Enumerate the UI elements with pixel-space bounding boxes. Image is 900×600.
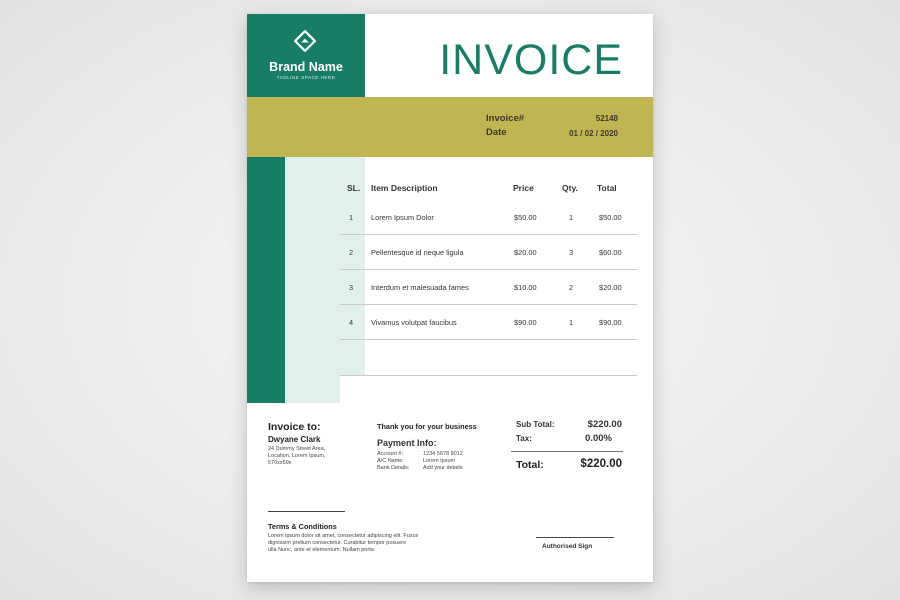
- bill-to-address-line: Location, Lorem Ipsum,: [268, 453, 326, 459]
- row-4-sl: 4: [349, 318, 354, 327]
- payment-value: 1234 5678 9012: [423, 451, 463, 457]
- total-value: $220.00: [580, 458, 622, 470]
- diamond-house-icon: [294, 30, 316, 52]
- row-divider: [340, 304, 637, 305]
- row-4-price: $90.00: [514, 318, 537, 327]
- date-value: 01 / 02 / 2020: [569, 129, 618, 138]
- bill-to-address-line: 570xx59x: [268, 460, 292, 466]
- row-1-total: $50.00: [599, 213, 622, 222]
- row-1-description: Lorem Ipsum Dolor: [371, 213, 434, 222]
- row-divider: [340, 234, 637, 235]
- payment-value: Add your details: [423, 465, 463, 471]
- row-4-qty: 1: [569, 318, 574, 327]
- row-3-sl: 3: [349, 283, 354, 292]
- terms-line: ulla Nunc, ante et elementum. Nullam porta: [268, 547, 374, 553]
- payment-label: Account #:: [377, 451, 403, 457]
- payment-info-heading: Payment Info:: [377, 438, 437, 448]
- table-bottom-line: [340, 375, 637, 376]
- terms-line: dignissim pretium consectetur. Curabitur tempor posuere: [268, 540, 407, 546]
- row-2-total: $60.00: [599, 248, 622, 257]
- row-2-qty: 3: [569, 248, 574, 257]
- page-title: INVOICE: [439, 36, 623, 84]
- row-2-price: $20.00: [514, 248, 537, 257]
- thank-you-note: Thank you for your business: [377, 422, 477, 431]
- totals-divider: [511, 451, 623, 452]
- date-label: Date: [486, 127, 507, 138]
- payment-label: Bank Details:: [377, 465, 410, 471]
- row-3-price: $10.00: [514, 283, 537, 292]
- brand-block: [247, 14, 365, 97]
- invoice-number-label: Invoice#: [486, 113, 525, 124]
- table-header-description: Item Description: [371, 183, 438, 193]
- total-label: Total:: [516, 459, 544, 471]
- subtotal-label: Sub Total:: [516, 420, 555, 429]
- row-1-sl: 1: [349, 213, 354, 222]
- payment-label: A/C Name:: [377, 458, 404, 464]
- tax-value: 0.00%: [585, 433, 612, 444]
- subtotal-value: $220.00: [587, 419, 622, 430]
- table-header-sl: SL.: [347, 183, 361, 193]
- table-header-total: Total: [597, 183, 617, 193]
- terms-rule: [268, 511, 345, 512]
- row-4-total: $90.00: [599, 318, 622, 327]
- row-divider: [340, 269, 637, 270]
- bill-to-address-line: 24 Dummy Street Area,: [268, 446, 326, 452]
- tax-label: Tax:: [516, 434, 532, 443]
- bill-to-name: Dwyane Clark: [268, 435, 321, 444]
- signature-line: [536, 537, 614, 538]
- signature-label: Authorised Sign: [542, 543, 593, 550]
- payment-value: Lorem Ipsum: [423, 458, 456, 464]
- row-2-description: Pellentesque id neque ligula: [371, 248, 464, 257]
- row-3-qty: 2: [569, 283, 574, 292]
- brand-name: Brand Name: [269, 60, 343, 74]
- table-header-price: Price: [513, 183, 534, 193]
- terms-line: Lorem ipsum dolor sit amet, consectetur adipiscing elit. Fusce: [268, 533, 419, 539]
- invoice-document: [247, 14, 653, 582]
- row-divider: [340, 339, 637, 340]
- row-4-description: Vivamus volutpat faucibus: [371, 318, 457, 327]
- brand-tagline: TAGLINE SPACE HERE: [276, 75, 336, 80]
- row-1-price: $50.00: [514, 213, 537, 222]
- row-2-sl: 2: [349, 248, 354, 257]
- table-header-qty: Qty.: [562, 183, 578, 193]
- terms-heading: Terms & Conditions: [268, 522, 337, 531]
- decorative-green-bar: [247, 157, 285, 403]
- row-3-description: Interdum et malesuada fames: [371, 283, 469, 292]
- bill-to-heading: Invoice to:: [268, 421, 321, 433]
- row-1-qty: 1: [569, 213, 574, 222]
- invoice-number-value: 52148: [595, 114, 618, 123]
- invoice-info-band: [247, 97, 653, 157]
- row-3-total: $20.00: [599, 283, 622, 292]
